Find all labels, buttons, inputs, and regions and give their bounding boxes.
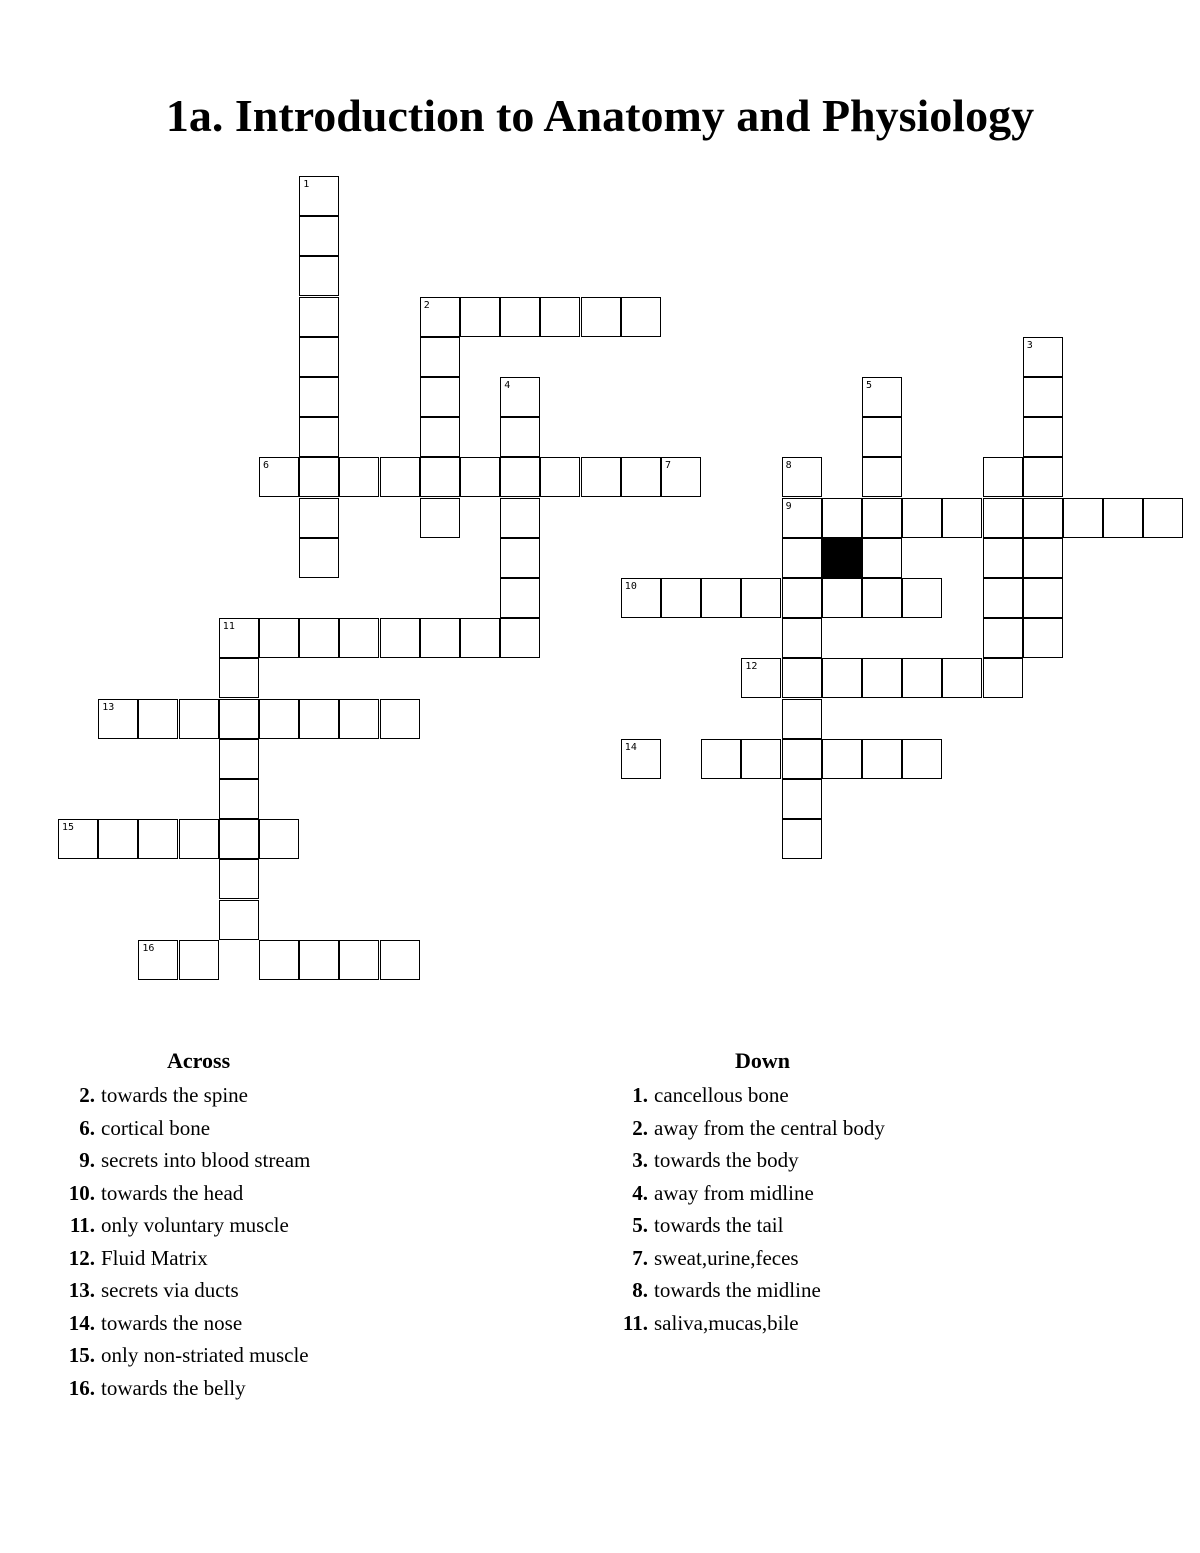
grid-cell[interactable] — [1063, 498, 1103, 538]
clue-number-label: 2 — [423, 299, 430, 311]
grid-cell[interactable] — [782, 578, 822, 618]
grid-cell[interactable] — [138, 940, 178, 980]
clue-number-label: 15 — [62, 822, 75, 834]
grid-cell[interactable] — [782, 498, 822, 538]
grid-cell[interactable] — [259, 457, 299, 497]
clue-number-label: 11 — [222, 621, 235, 633]
clue-number-label: 8 — [785, 460, 792, 472]
clue-across-11: 11. only voluntary muscle — [69, 1213, 289, 1237]
grid-cell[interactable] — [219, 699, 259, 739]
clue-down-8: 8. towards the midline — [632, 1278, 821, 1302]
clue-down-5: 5. towards the tail — [632, 1213, 784, 1237]
grid-cell[interactable] — [299, 417, 339, 457]
grid-cell[interactable] — [1023, 457, 1063, 497]
grid-cell[interactable] — [98, 699, 138, 739]
grid-cell[interactable] — [983, 658, 1023, 698]
grid-cell[interactable] — [862, 578, 902, 618]
grid-cell[interactable] — [460, 457, 500, 497]
grid-cell[interactable] — [782, 658, 822, 698]
grid-cell[interactable] — [581, 297, 621, 337]
grid-cell[interactable] — [983, 538, 1023, 578]
grid-cell[interactable] — [420, 337, 460, 377]
grid-cell[interactable] — [299, 498, 339, 538]
grid-cell[interactable] — [179, 940, 219, 980]
clue-down-4: 4. away from midline — [632, 1180, 814, 1205]
clue-number-label: 1 — [303, 179, 310, 190]
grid-cell[interactable] — [299, 457, 339, 497]
grid-cell[interactable] — [862, 417, 902, 457]
grid-cell[interactable] — [299, 699, 339, 739]
grid-cell[interactable] — [299, 297, 339, 337]
grid-cell[interactable] — [219, 779, 259, 819]
grid-cell[interactable] — [339, 457, 379, 497]
grid-cell[interactable] — [902, 739, 942, 779]
grid-cell[interactable] — [782, 779, 822, 819]
grid-cell[interactable] — [782, 538, 822, 578]
grid-block — [822, 538, 862, 578]
down-clues — [608, 1046, 1088, 1340]
grid-cell[interactable] — [983, 498, 1023, 538]
grid-cell[interactable] — [581, 457, 621, 497]
grid-cell[interactable] — [1023, 417, 1063, 457]
grid-cell[interactable] — [1023, 578, 1063, 618]
grid-cell[interactable] — [380, 940, 420, 980]
grid-cell[interactable] — [500, 417, 540, 457]
grid-cell[interactable] — [259, 618, 299, 658]
grid-cell[interactable] — [500, 457, 540, 497]
grid-cell[interactable] — [661, 578, 701, 618]
grid-cell[interactable] — [1023, 538, 1063, 578]
clue-across-13: 13. secrets via ducts — [68, 1278, 239, 1302]
grid-cell[interactable] — [219, 859, 259, 899]
grid-cell[interactable] — [299, 377, 339, 417]
grid-cell[interactable] — [902, 498, 942, 538]
clue-number-label: 7 — [665, 460, 672, 472]
puzzle-title: 1a. Introduction to Anatomy and Physiology — [165, 90, 1035, 141]
grid-cell[interactable] — [420, 377, 460, 417]
grid-cell[interactable] — [862, 739, 902, 779]
clue-across-10: 10. towards the head — [68, 1180, 244, 1205]
clue-across-14: 14. towards the nose — [68, 1310, 243, 1335]
grid-cell[interactable] — [299, 216, 339, 256]
clue-number-label: 5 — [866, 380, 873, 391]
grid-cell[interactable] — [380, 457, 420, 497]
grid-cell[interactable] — [1143, 498, 1183, 538]
clue-across-16: 16. towards the belly — [68, 1375, 246, 1400]
clue-number-label: 14 — [624, 741, 637, 753]
grid-cell[interactable] — [339, 699, 379, 739]
grid-cell[interactable] — [299, 538, 339, 578]
grid-cell[interactable] — [862, 377, 902, 417]
grid-cell[interactable] — [902, 658, 942, 698]
grid-cell[interactable] — [500, 297, 540, 337]
grid-cell[interactable] — [942, 658, 982, 698]
grid-cell[interactable] — [983, 457, 1023, 497]
grid-cell[interactable] — [862, 658, 902, 698]
grid-cell[interactable] — [58, 819, 98, 859]
grid-cell[interactable] — [862, 457, 902, 497]
grid-cell[interactable] — [822, 658, 862, 698]
clue-down-1: 1. cancellous bone — [632, 1083, 789, 1107]
grid-cell[interactable] — [219, 618, 259, 658]
grid-cell[interactable] — [621, 578, 661, 618]
clue-across-2: 2. towards the spine — [79, 1083, 248, 1107]
grid-cell[interactable] — [822, 739, 862, 779]
crossword-grid — [58, 176, 1146, 981]
grid-cell[interactable] — [661, 457, 701, 497]
grid-cell[interactable] — [138, 699, 178, 739]
grid-cell[interactable] — [782, 457, 822, 497]
grid-cell[interactable] — [500, 618, 540, 658]
grid-cell[interactable] — [862, 498, 902, 538]
grid-cell[interactable] — [299, 337, 339, 377]
clue-number-label: 9 — [785, 500, 792, 512]
grid-cell[interactable] — [299, 618, 339, 658]
grid-cell[interactable] — [420, 457, 460, 497]
grid-cell[interactable] — [420, 618, 460, 658]
grid-cell[interactable] — [782, 699, 822, 739]
grid-cell[interactable] — [1103, 498, 1143, 538]
grid-cell[interactable] — [1023, 377, 1063, 417]
grid-cell[interactable] — [299, 176, 339, 216]
grid-cell[interactable] — [380, 699, 420, 739]
grid-cell[interactable] — [942, 498, 982, 538]
grid-cell[interactable] — [219, 819, 259, 859]
clue-across-12: 12. Fluid Matrix — [68, 1245, 208, 1270]
clue-down-11: 11. saliva,mucas,bile — [622, 1310, 799, 1335]
grid-cell[interactable] — [701, 739, 741, 779]
clue-across-9: 9. secrets into blood stream — [79, 1148, 311, 1172]
clue-number-label: 16 — [142, 942, 155, 954]
grid-cell[interactable] — [179, 699, 219, 739]
across-clues — [55, 1046, 515, 1405]
grid-cell[interactable] — [500, 377, 540, 417]
clue-across-15: 15. only non-striated muscle — [68, 1343, 309, 1367]
grid-cell[interactable] — [420, 498, 460, 538]
grid-cell[interactable] — [500, 538, 540, 578]
grid-cell[interactable] — [540, 457, 580, 497]
grid-cell[interactable] — [299, 256, 339, 296]
grid-cell[interactable] — [782, 739, 822, 779]
grid-cell[interactable] — [701, 578, 741, 618]
grid-cell[interactable] — [219, 900, 259, 940]
grid-cell[interactable] — [380, 618, 420, 658]
grid-cell[interactable] — [822, 498, 862, 538]
grid-cell[interactable] — [822, 578, 862, 618]
clue-down-7: 7. sweat,urine,feces — [632, 1245, 799, 1270]
grid-cell[interactable] — [741, 739, 781, 779]
clue-number-label: 13 — [102, 701, 115, 713]
grid-cell[interactable] — [1023, 618, 1063, 658]
clue-across-6: 6. cortical bone — [79, 1115, 211, 1140]
grid-cell[interactable] — [902, 578, 942, 618]
grid-cell[interactable] — [983, 618, 1023, 658]
grid-cell[interactable] — [500, 578, 540, 618]
grid-cell[interactable] — [540, 297, 580, 337]
grid-cell[interactable] — [460, 297, 500, 337]
across-heading: Across — [167, 1048, 231, 1073]
grid-cell[interactable] — [621, 739, 661, 779]
grid-cell[interactable] — [460, 618, 500, 658]
clue-number-label: 4 — [504, 380, 511, 391]
grid-cell[interactable] — [621, 457, 661, 497]
grid-cell[interactable] — [983, 578, 1023, 618]
clue-number-label: 3 — [1026, 339, 1033, 351]
grid-cell[interactable] — [420, 417, 460, 457]
grid-cell[interactable] — [782, 819, 822, 859]
grid-cell[interactable] — [259, 940, 299, 980]
clue-number-label: 12 — [745, 661, 758, 673]
down-heading: Down — [735, 1048, 791, 1073]
grid-cell[interactable] — [420, 297, 460, 337]
clue-number-label: 6 — [263, 460, 270, 472]
grid-cell[interactable] — [259, 699, 299, 739]
grid-cell[interactable] — [98, 819, 138, 859]
clue-number-label: 10 — [624, 581, 637, 592]
grid-cell[interactable] — [219, 739, 259, 779]
grid-cell[interactable] — [1023, 498, 1063, 538]
clue-down-3: 3. towards the body — [632, 1148, 799, 1172]
grid-cell[interactable] — [339, 940, 379, 980]
grid-cell[interactable] — [862, 538, 902, 578]
grid-cell[interactable] — [299, 940, 339, 980]
grid-cell[interactable] — [219, 658, 259, 698]
grid-cell[interactable] — [741, 658, 781, 698]
grid-cell[interactable] — [339, 618, 379, 658]
grid-cell[interactable] — [782, 618, 822, 658]
grid-cell[interactable] — [179, 819, 219, 859]
grid-cell[interactable] — [500, 498, 540, 538]
grid-cell[interactable] — [621, 297, 661, 337]
clue-down-2: 2. away from the central body — [632, 1115, 885, 1140]
grid-cell[interactable] — [138, 819, 178, 859]
grid-cell[interactable] — [1023, 337, 1063, 377]
grid-cell[interactable] — [259, 819, 299, 859]
grid-cell[interactable] — [741, 578, 781, 618]
